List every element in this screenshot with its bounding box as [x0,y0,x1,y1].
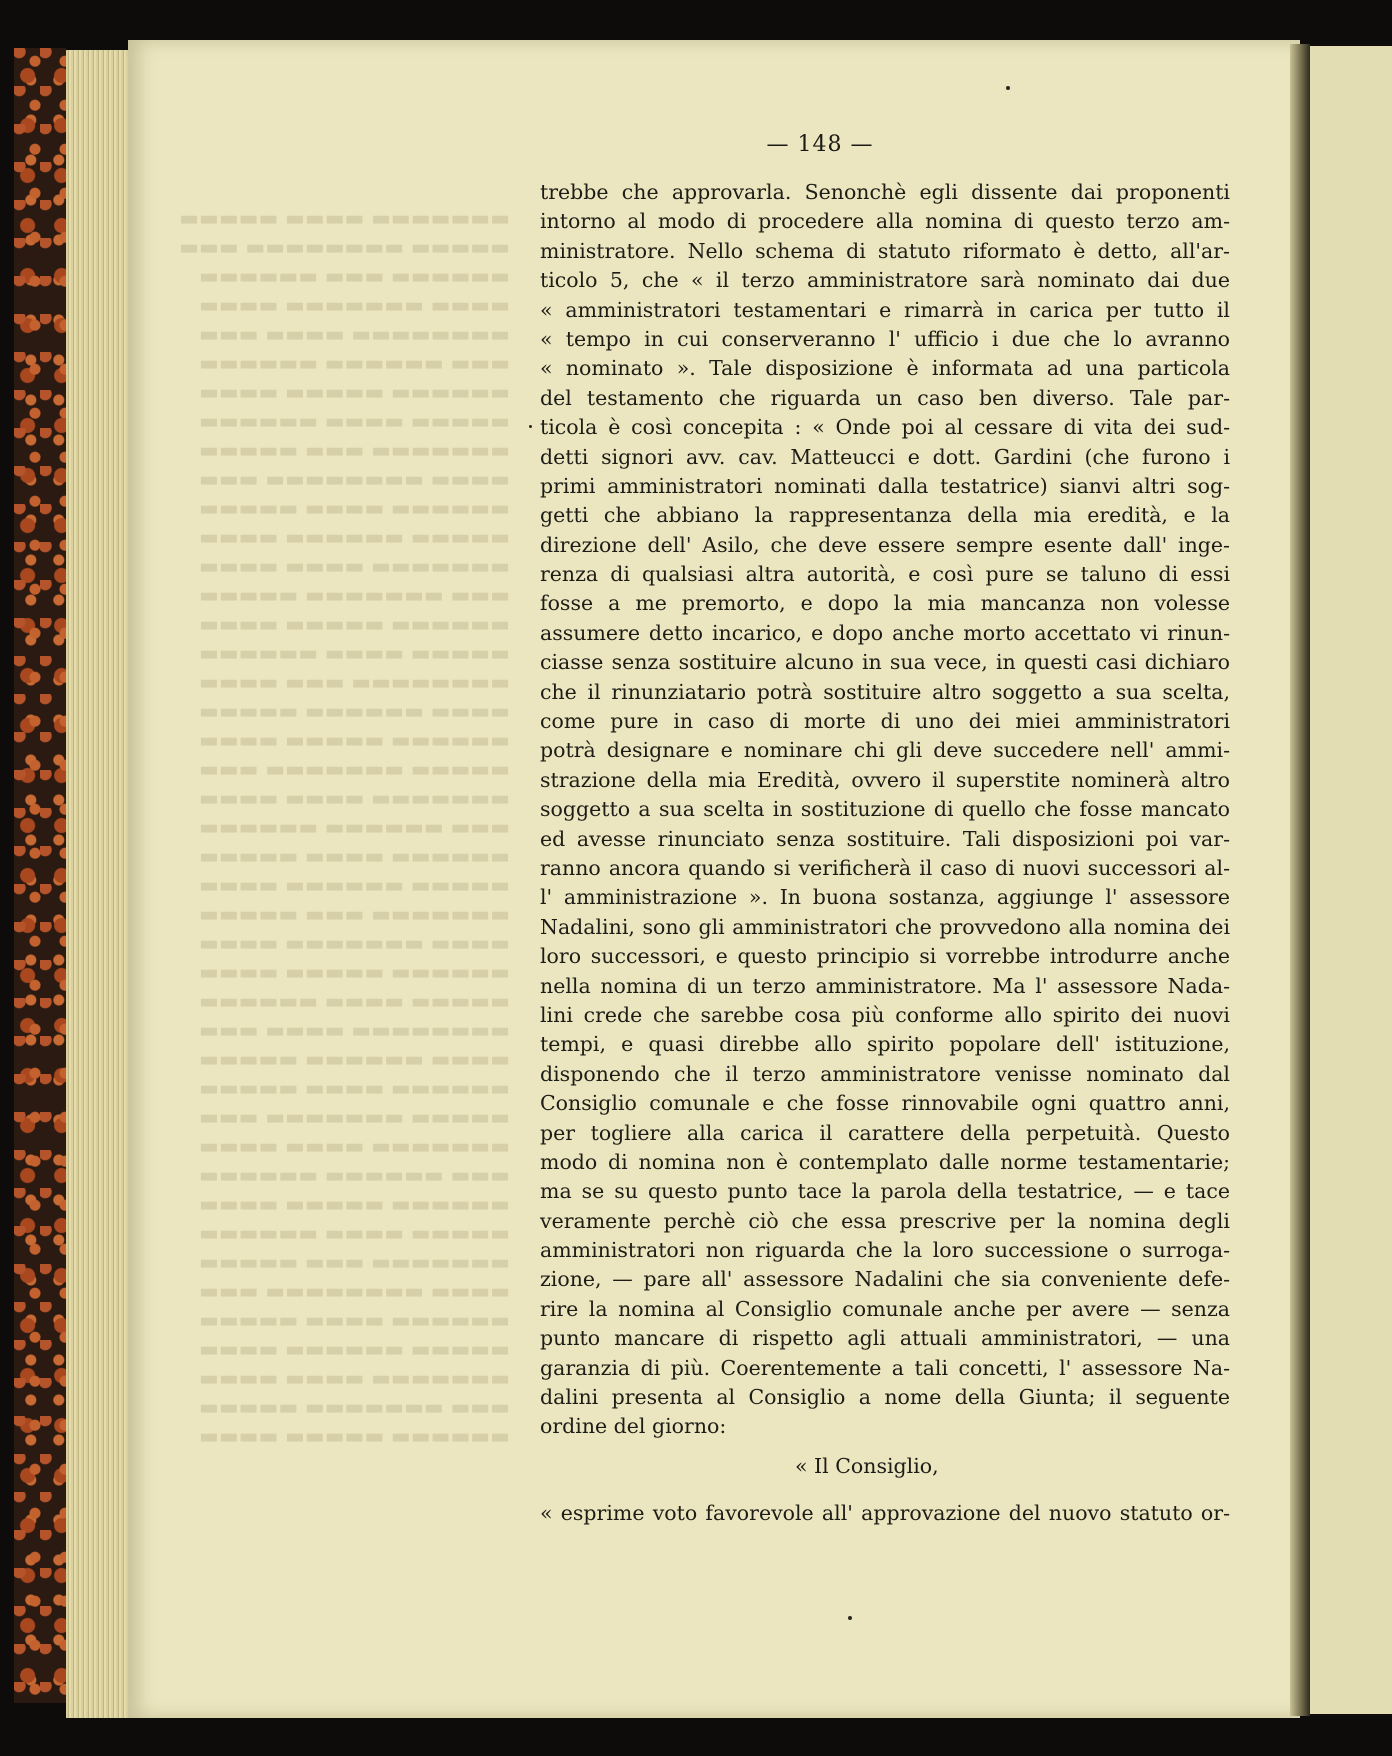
ink-speck [529,425,532,428]
text-line: primi amministratori nominati dalla testatrice) sianvi altri sog- [540,473,1230,498]
text-line: direzione dell' Asilo, che deve essere sempre esente dall' inge- [540,532,1230,557]
text-line: rire la nomina al Consiglio comunale anche per avere — senza [540,1296,1230,1321]
text-line: ordine del giorno: [540,1414,727,1439]
text-line: ticolo 5, che « il terzo amministratore sarà nominato dai due [540,268,1230,293]
page-edges [66,50,128,1718]
quote-line: « esprime voto favorevole all' approvazione del nuovo statuto or- [540,1501,1230,1526]
ink-speck [1006,86,1010,90]
text-line: ed avesse rinunciato senza sostituire. Tali disposizioni poi var- [540,826,1230,851]
text-line: garanzia di più. Coerentemente a tali concetti, l' assessore Na- [540,1355,1230,1380]
text-line: tempi, e quasi direbbe allo spirito popolare dell' istituzione, [540,1032,1230,1057]
text-line: zione, — pare all' assessore Nadalini che sia conveniente defe- [540,1267,1230,1292]
text-line: potrà designare e nominare chi gli deve succedere nell' ammi- [540,738,1230,763]
text-line: « tempo in cui conserveranno l' ufficio i due che lo avranno [540,326,1230,351]
text-line: veramente perchè ciò che essa prescrive per la nomina degli [540,1208,1230,1233]
text-line: del testamento che riguarda un caso ben diverso. Tale par- [540,385,1230,410]
text-line: che il rinunziatario potrà sostituire altro soggetto a sua scelta, [540,679,1230,704]
text-line: ranno ancora quando si verificherà il caso di nuovi successori al- [540,855,1230,880]
facing-page-edge [1310,46,1392,1714]
text-line: getti che abbiano la rappresentanza della mia eredità, e la [540,503,1230,528]
text-line: loro successori, e questo principio si vorrebbe introdurre anche [540,944,1230,969]
text-line: dalini presenta al Consiglio a nome della Giunta; il seguente [540,1385,1230,1410]
gutter-shadow [1290,44,1310,1716]
text-line: soggetto a sua scelta in sostituzione di quello che fosse mancato [540,797,1230,822]
text-line: amministratori non riguarda che la loro successione o surroga- [540,1238,1230,1263]
quote-heading: « Il Consiglio, [795,1453,939,1478]
page-number-header: — 148 — [766,132,874,157]
text-line: come pure in caso di morte di uno dei miei amministratori [540,709,1230,734]
text-line: ma se su questo punto tace la parola della testatrice, — e tace [540,1179,1230,1204]
text-line: intorno al modo di procedere alla nomina di questo terzo am- [540,209,1230,234]
body-text [540,178,1230,1529]
text-line: « amministratori testamentari e rimarrà in carica per tutto il [540,297,1230,322]
text-line: renza di qualsiasi altra autorità, e così pure se taluno di essi [540,562,1230,587]
text-line: Consiglio comunale e che fosse rinnovabile ogni quattro anni, [540,1091,1230,1116]
text-line: detti signori avv. cav. Matteucci e dott. Gardini (che furono i [540,444,1230,469]
text-line: punto mancare di rispetto agli attuali amministratori, — una [540,1326,1230,1351]
text-line: Nadalini, sono gli amministratori che provvedono alla nomina dei [540,914,1230,939]
text-line: ministratore. Nello schema di statuto riformato è detto, all'ar- [540,238,1230,263]
text-line: fosse a me premorto, e dopo la mia mancanza non volesse [540,591,1230,616]
text-line: trebbe che approvarla. Senonchè egli dissente dai proponenti [540,180,1230,204]
text-line: « nominato ». Tale disposizione è informata ad una particola [540,356,1230,381]
marbled-cover-edge [14,48,66,1703]
bleed-through-texture: ▬▬▬▬▬▬▬ ▬▬▬▬ ▬▬▬▬▬ ▬▬▬▬▬ ▬▬▬▬▬▬▬▬ ▬▬▬ ▬▬▬▬▬▬ ▬▬▬ ▬▬▬▬▬▬ ▬▬▬▬ ▬▬▬▬▬▬▬ ▬▬▬▬ ▬▬▬▬▬▬▬▬ ▬▬▬▬ ▬▬▬ ▬▬▬ ▬▬▬▬▬▬ ▬▬▬▬▬▬ ▬▬▬▬▬▬ ▬▬▬▬▬ ▬▬▬▬ ▬▬▬▬▬ ▬▬▬▬ ▬▬▬▬▬▬ ▬▬▬▬▬▬▬ ▬▬▬ ▬▬▬▬▬ ▬▬▬▬ ▬▬▬▬▬▬▬▬ ▬▬▬ ▬▬▬▬▬▬ ▬▬▬▬ ▬▬▬▬▬ ▬▬▬▬▬ ▬▬▬▬▬▬ ▬▬▬▬ ▬▬▬▬▬▬▬ ▬▬▬▬ ▬▬▬▬ ▬▬▬ ▬▬▬▬▬▬▬ ▬▬▬▬▬ ▬▬▬▬▬▬ ▬▬▬▬▬ ▬▬▬▬ ▬▬▬▬▬ ▬▬▬▬ ▬▬▬▬▬▬ ▬▬▬▬▬▬▬▬ ▬▬▬ ▬▬▬▬ ▬▬▬▬ ▬▬▬▬▬▬ ▬▬▬▬▬ ▬▬▬▬▬▬ ▬▬▬▬▬ ▬▬▬▬ ▬▬▬▬▬ ▬▬▬▬▬▬▬ ▬▬▬ ▬▬▬▬▬▬▬ ▬▬▬▬ ▬▬▬▬ ▬▬▬ ▬▬▬▬▬▬ ▬▬▬▬▬▬ ▬▬▬▬▬▬ ▬▬▬▬ ▬▬▬▬▬ ▬▬▬▬▬ ▬▬▬▬▬▬ ▬▬▬▬ ▬▬▬▬▬▬▬ ▬▬▬ ▬▬▬▬▬ ▬▬▬▬ ▬▬▬▬▬▬▬ ▬▬▬▬ ▬▬▬▬▬▬ ▬▬▬▬▬ ▬▬▬▬ ▬▬▬▬▬ ▬▬▬▬ ▬▬▬▬▬▬ ▬▬▬▬▬▬▬▬ ▬▬▬▬ ▬▬▬ ▬▬▬▬ ▬▬▬▬▬▬ ▬▬▬▬▬ ▬▬▬▬▬▬ ▬▬▬▬ ▬▬▬▬▬ ▬▬▬▬▬ ▬▬▬▬▬▬▬ ▬▬▬ ▬▬▬▬▬▬▬ ▬▬▬▬ ▬▬▬▬ ▬▬▬ ▬▬▬▬▬▬ ▬▬▬▬▬▬ ▬▬▬▬▬▬ ▬▬▬▬▬ ▬▬▬▬ ▬▬▬▬▬ ▬▬▬▬ ▬▬▬▬▬▬ ▬▬▬▬▬▬▬ ▬▬▬ ▬▬▬▬▬ ▬▬▬▬ ▬▬▬▬▬▬▬▬ ▬▬▬ ▬▬▬▬▬▬ ▬▬▬▬ ▬▬▬▬▬ ▬▬▬▬▬ ▬▬▬▬▬▬ ▬▬▬▬ ▬▬▬▬▬▬▬ ▬▬▬▬ ▬▬▬▬ ▬▬▬ ▬▬▬▬▬▬▬ ▬▬▬▬▬ ▬▬▬▬▬▬ ▬▬▬▬▬ ▬▬▬▬ [179,206,510,1448]
text-line: lini crede che sarebbe cosa più conforme allo spirito dei nuovi [540,1002,1230,1027]
text-line: disponendo che il terzo amministratore venisse nominato dal [540,1061,1230,1086]
text-line: nella nomina di un terzo amministratore. Ma l' assessore Nada- [540,973,1230,998]
text-line: strazione della mia Eredità, ovvero il superstite nominerà altro [540,767,1230,792]
ink-speck [848,1616,852,1620]
text-line: per togliere alla carica il carattere della perpetuità. Questo [540,1120,1230,1145]
text-line: modo di nomina non è contemplato dalle norme testamentarie; [540,1149,1230,1174]
text-line: l' amministrazione ». In buona sostanza, aggiunge l' assessore [540,885,1230,910]
text-line: assumere detto incarico, e dopo anche morto accettato vi rinun- [540,620,1230,645]
text-line: ticola è così concepita : « Onde poi al cessare di vita dei sud- [540,415,1230,440]
text-line: ciasse senza sostituire alcuno in sua vece, in questi casi dichiaro [540,650,1230,675]
